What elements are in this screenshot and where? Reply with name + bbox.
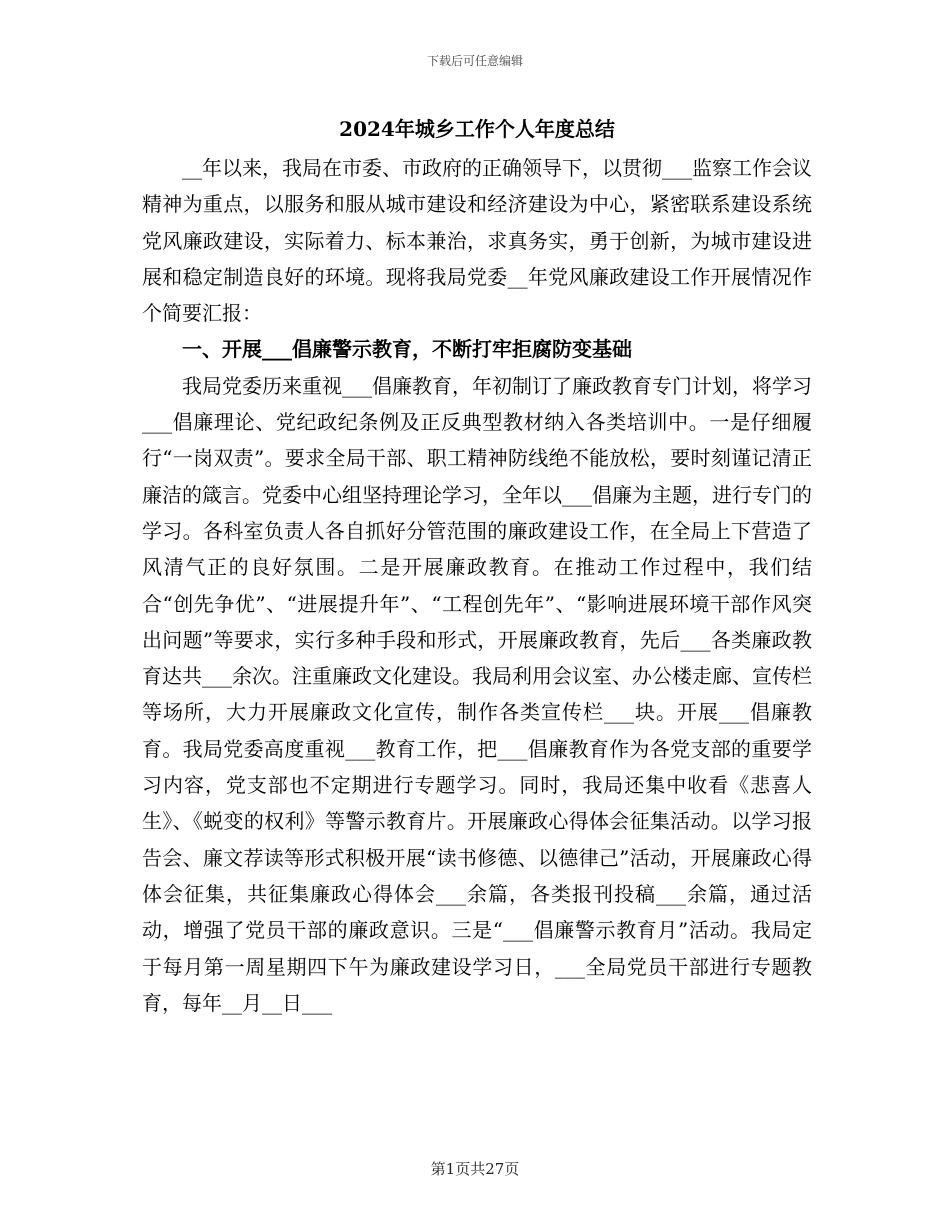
section-heading-1: 一、开展___倡廉警示教育，不断打牢拒腐防变基础 <box>182 337 632 362</box>
section-1-paragraph: 我局党委历来重视___倡廉教育，年初制订了廉政教育专门计划，将学习___倡廉理论、党纪政纪条例及正反典型教材纳入各类培训中。一是仔细履行“一岗双责”。要求全局干部、职工精神防线绝不能放松，要时刻谨记清正廉洁的箴言。党委中心组坚持理论学习，全年以___倡廉为主题，进行专门的学习。各科室负责人各自抓好分管范围的廉政建设工作，在全局上下营造了风清气正的良好氛围。二是开展廉政教育。在推动工作过程中，我们结合“创先争优”、“进展提升年”、“工程创先年”、“影响进展环境干部作风突出问题”等要求，实行多种手段和形式，开展廉政教育，先后___各类廉政教育达共___余次。注重廉政文化建设。我局利用会议室、办公楼走廊、宣传栏等场所，大力开展廉政文化宣传，制作各类宣传栏___块。开展___倡廉教育。我局党委高度重视___教育工作，把___倡廉教育作为各党支部的重要学习内容，党支部也不定期进行专题学习。同时，我局还集中收看《悲喜人生》、《蜕变的权利》等警示教育片。开展廉政心得体会征集活动。以学习报告会、廉文荐读等形式积极开展“读书修德、以德律己”活动，开展廉政心得体会征集，共征集廉政心得体会___余篇，各类报刊投稿___余篇，通过活动，增强了党员干部的廉政意识。三是“___倡廉警示教育月”活动。我局定于每月第一周星期四下午为廉政建设学习日，___全局党员干部进行专题教育，每年__月__日___ <box>142 373 812 1015</box>
document-title: 2024年城乡工作个人年度总结 <box>339 117 615 141</box>
intro-paragraph: __年以来，我局在市委、市政府的正确领导下，以贯彻___监察工作会议精神为重点，以服务和服从城市建设和经济建设为中心，紧密联系建设系统党风廉政建设，实际着力、标本兼治，求真务实，勇于创新，为城市建设进展和稳定制造良好的环境。现将我局党委__年党风廉政建设工作开展情况作个简要汇报： <box>142 156 812 326</box>
page-header-note: 下载后可任意编辑 <box>426 54 523 68</box>
page-footer-number: 第1页共27页 <box>430 1160 520 1178</box>
document-body <box>142 114 812 1021</box>
